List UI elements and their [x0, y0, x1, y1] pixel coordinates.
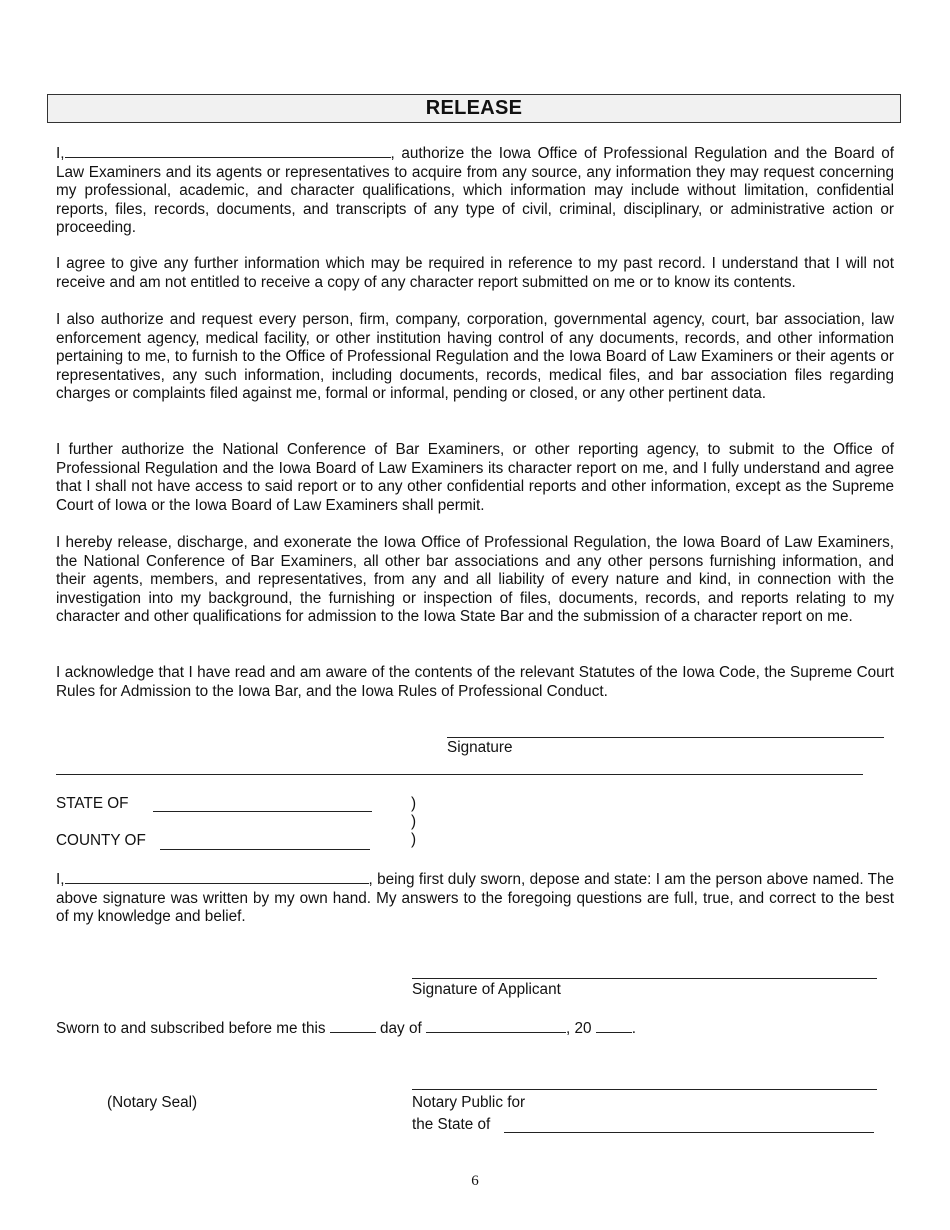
- venue-paren-2: ): [411, 813, 417, 830]
- page-number: 6: [471, 1173, 479, 1189]
- authorize-request-paragraph: I also authorize and request every person, firm, company, corporation, governmental agency, court, bar association, law enforcement agency, medical facility, or other institution having control of any documents, records, and other information pertaining to me, to furnish to the Office of Professional Regulation and the Iowa Board of Law Examiners or their agents or representatives, any such information, including documents, records, medical files, and bar association files regarding charges or complaints filed against me, formal or informal, pending or closed, or any other pertinent data.: [56, 311, 894, 403]
- signature-line[interactable]: [447, 737, 884, 738]
- notary-signature-line[interactable]: [412, 1089, 877, 1090]
- applicant-name-blank[interactable]: [65, 143, 391, 158]
- release-discharge-paragraph: I hereby release, discharge, and exonerate the Iowa Office of Professional Regulation, the Iowa Board of Law Examiners, the National Conference of Bar Examiners, all other bar associations and any other persons furnishing information, and their agents, members, and representatives, from any and all liability of every nature and kind, in connection with the investigation into my background, the furnishing or inspection of files, documents, records, and reports relating to my character and other qualifications for admission to the Iowa State Bar and the submission of a character report on me.: [56, 534, 894, 626]
- sworn-text-4: .: [631, 1020, 636, 1037]
- sworn-text-1: Sworn to and subscribed before me this: [56, 1020, 326, 1037]
- sworn-statement: [56, 1018, 636, 1038]
- sworn-day-blank[interactable]: [330, 1018, 376, 1033]
- notary-state-label: the State of: [412, 1116, 491, 1133]
- release-title: RELEASE: [47, 94, 901, 123]
- signature-label: Signature: [447, 739, 513, 756]
- oath-prefix: I,: [56, 871, 65, 888]
- sworn-text-2: day of: [380, 1020, 422, 1037]
- section-divider: [56, 774, 863, 775]
- authorization-text: , authorize the Iowa Office of Professional Regulation and the Board of Law Examiners and its agents or representatives to acquire from any source, any information they may request concerning my professional, academic, and character qualifications, which information may include without limitation, confidential reports, files, records, documents, and transcripts of any type of civil, criminal, disciplinary, or administrative action or proceeding.: [56, 145, 894, 237]
- state-of-blank[interactable]: [153, 811, 372, 812]
- authorization-paragraph: [56, 143, 894, 238]
- sworn-year-blank[interactable]: [596, 1018, 632, 1033]
- notary-state-blank[interactable]: [504, 1132, 874, 1133]
- notary-seal-label: (Notary Seal): [107, 1094, 198, 1111]
- notary-public-label: Notary Public for: [412, 1094, 526, 1111]
- venue-paren-3: ): [411, 831, 417, 848]
- name-prefix: I,: [56, 145, 65, 162]
- sworn-text-3: , 20: [565, 1020, 592, 1037]
- acknowledgement-paragraph: I acknowledge that I have read and am aware of the contents of the relevant Statutes of the Iowa Code, the Supreme Court Rules for Admission to the Iowa Bar, and the Iowa Rules of Professional Conduct.: [56, 664, 894, 700]
- ncbe-authorization-paragraph: I further authorize the National Conference of Bar Examiners, or other reporting agency, to submit to the Office of Professional Regulation and the Iowa Board of Law Examiners its character report on me, and I fully understand and agree that I shall not have access to said report or to any other confidential reports and other information, except as the Supreme Court of Iowa or the Iowa Board of Law Examiners shall permit.: [56, 441, 894, 514]
- oath-text: , being first duly sworn, depose and state: I am the person above named. The above signature was written by my own hand. My answers to the foregoing questions are full, true, and correct to the best of my knowledge and belief.: [56, 871, 894, 926]
- oath-name-blank[interactable]: [65, 869, 369, 884]
- county-of-label: COUNTY OF: [56, 832, 146, 849]
- further-information-paragraph: I agree to give any further information which may be required in reference to my past record. I understand that I will not receive and am not entitled to receive a copy of any character report submitted on me or to know its contents.: [56, 255, 894, 291]
- state-of-label: STATE OF: [56, 795, 129, 812]
- applicant-signature-line[interactable]: [412, 978, 877, 979]
- oath-paragraph: [56, 869, 894, 927]
- county-of-blank[interactable]: [160, 849, 370, 850]
- applicant-signature-label: Signature of Applicant: [412, 981, 561, 998]
- venue-paren-1: ): [411, 795, 417, 812]
- sworn-month-blank[interactable]: [426, 1018, 566, 1033]
